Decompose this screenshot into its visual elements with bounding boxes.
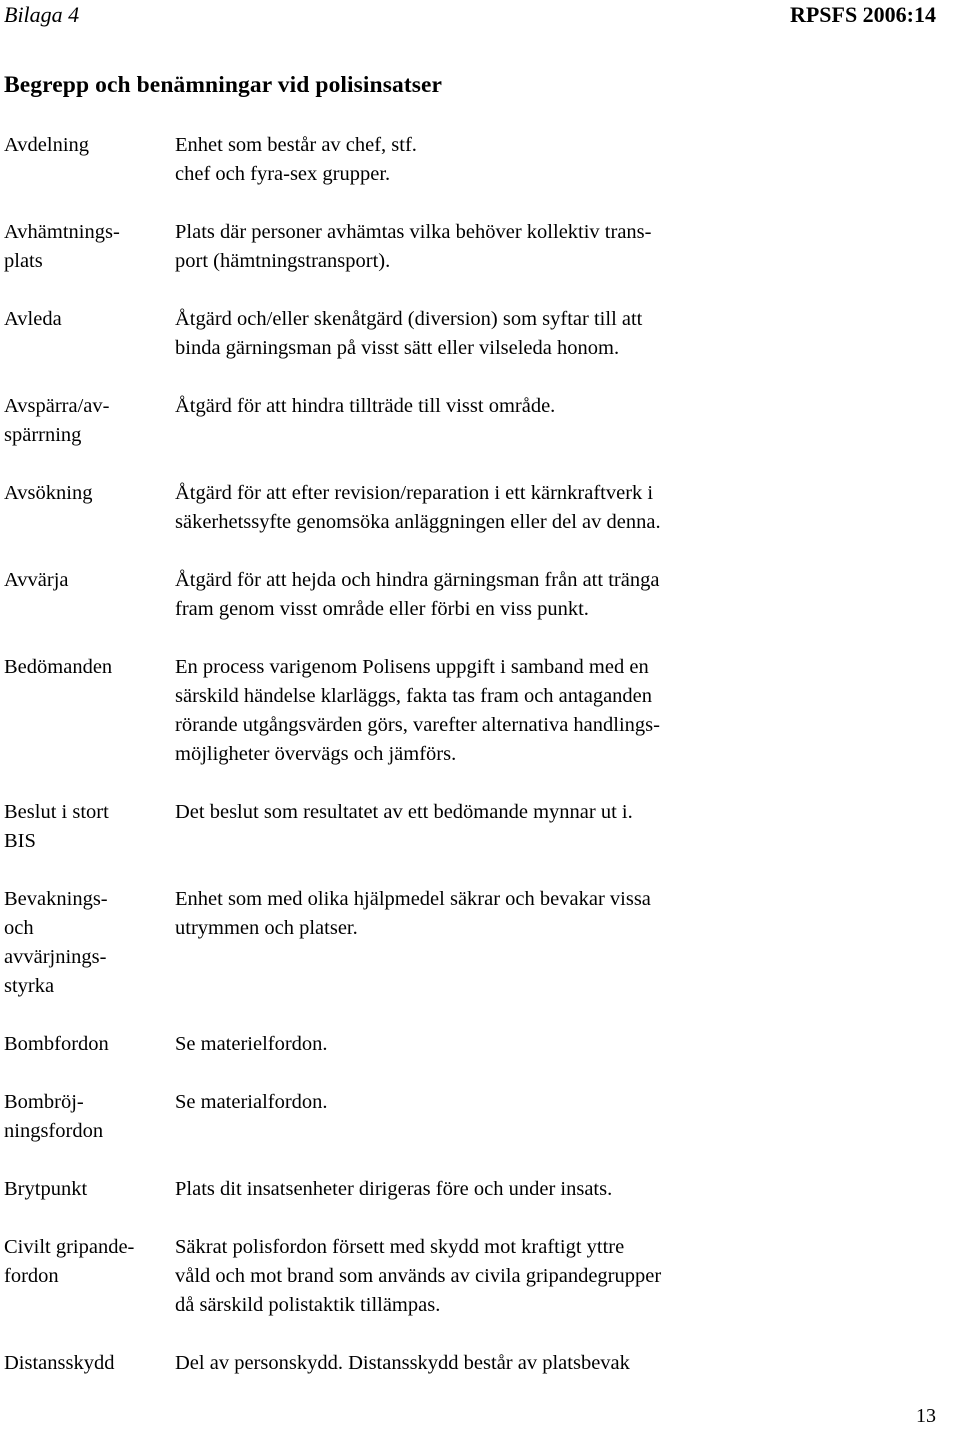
term-line: Bedömanden [4, 656, 113, 678]
definition-line: rörande utgångsvärden görs, varefter alternativa handlings- [175, 714, 660, 736]
glossary-term [4, 885, 169, 1001]
glossary-term [4, 479, 169, 508]
definition-line: Åtgärd för att efter revision/reparation i ett kärnkraftverk i [175, 482, 654, 504]
glossary-definition [175, 305, 755, 363]
page-number: 13 [916, 1405, 936, 1427]
definition-line: Enhet som med olika hjälpmedel säkrar och bevakar vissa [175, 888, 651, 910]
definition-line: särskild händelse klarläggs, fakta tas fram och antaganden [175, 685, 653, 707]
term-line: Bombröj- [4, 1091, 84, 1113]
term-line: spärrning [4, 424, 82, 446]
glossary-definition [175, 798, 755, 827]
term-line: Bevaknings- [4, 888, 108, 910]
term-line: ningsfordon [4, 1120, 104, 1142]
definition-line: Enhet som består av chef, stf. [175, 134, 417, 156]
glossary-definition [175, 885, 755, 943]
definition-line: då särskild polistaktik tillämpas. [175, 1294, 441, 1316]
definition-line: Del av personskydd. Distansskydd består av platsbevak [175, 1352, 630, 1374]
definition-line: Åtgärd för att hejda och hindra gärningsman från att tränga [175, 569, 660, 591]
term-line: plats [4, 250, 43, 272]
term-line: styrka [4, 975, 55, 997]
page-header [0, 0, 960, 32]
glossary-term [4, 566, 169, 595]
definition-line: säkerhetssyfte genomsöka anläggningen eller del av denna. [175, 511, 661, 533]
definition-line: Åtgärd för att hindra tillträde till visst område. [175, 395, 556, 417]
glossary-term [4, 1233, 169, 1291]
glossary-definition [175, 1233, 755, 1320]
glossary-definition [175, 1349, 755, 1378]
glossary-term [4, 1349, 169, 1378]
glossary-definition [175, 392, 755, 421]
glossary-definition [175, 479, 755, 537]
definition-line: Plats dit insatsenheter dirigeras före och under insats. [175, 1178, 613, 1200]
term-line: Avvärja [4, 569, 69, 591]
document-reference: RPSFS 2006:14 [789, 2, 936, 27]
glossary-term [4, 218, 169, 276]
glossary-term [4, 653, 169, 682]
glossary-definition [175, 653, 755, 769]
term-line: Brytpunkt [4, 1178, 88, 1200]
definition-line: fram genom visst område eller förbi en viss punkt. [175, 598, 589, 620]
definition-line: Se materielfordon. [175, 1033, 328, 1055]
term-line: Avhämtnings- [4, 221, 120, 243]
term-line: Civilt gripande- [4, 1236, 135, 1258]
page-title: Begrepp och benämningar vid polisinsatser [4, 72, 443, 98]
glossary-term [4, 131, 169, 160]
definition-line: utrymmen och platser. [175, 917, 358, 939]
glossary-definition [175, 566, 755, 624]
definition-line: Se materialfordon. [175, 1091, 328, 1113]
definition-line: port (hämtningstransport). [175, 250, 391, 272]
term-line: Bombfordon [4, 1033, 109, 1055]
glossary-definition [175, 1175, 755, 1204]
term-line: Beslut i stort [4, 801, 109, 823]
term-line: avvärjnings- [4, 946, 107, 968]
definition-line: Åtgärd och/eller skenåtgärd (diversion) som syftar till att [175, 308, 643, 330]
glossary-definition [175, 131, 755, 189]
definition-line: möjligheter övervägs och jämförs. [175, 743, 457, 765]
glossary-term [4, 1175, 169, 1204]
definition-line: Säkrat polisfordon försett med skydd mot kraftigt yttre [175, 1236, 625, 1258]
definition-line: chef och fyra-sex grupper. [175, 163, 391, 185]
glossary-term [4, 798, 169, 856]
glossary-term [4, 1030, 169, 1059]
glossary-term [4, 305, 169, 334]
glossary-term [4, 1088, 169, 1146]
definition-line: Plats där personer avhämtas vilka behöver kollektiv trans- [175, 221, 652, 243]
term-line: Avleda [4, 308, 62, 330]
term-line: och [4, 917, 34, 939]
glossary-definition [175, 1088, 755, 1117]
glossary-definition [175, 218, 755, 276]
term-line: Avspärra/av- [4, 395, 110, 417]
term-line: Avdelning [4, 134, 90, 156]
term-line: Avsökning [4, 482, 93, 504]
glossary-term [4, 392, 169, 450]
definition-line: våld och mot brand som används av civila gripandegrupper [175, 1265, 662, 1287]
glossary-definition [175, 1030, 755, 1059]
definition-line: Det beslut som resultatet av ett bedömande mynnar ut i. [175, 801, 633, 823]
term-line: Distansskydd [4, 1352, 115, 1374]
term-line: fordon [4, 1265, 59, 1287]
definition-line: binda gärningsman på visst sätt eller vilseleda honom. [175, 337, 620, 359]
term-line: BIS [4, 830, 36, 852]
appendix-label: Bilaga 4 [4, 2, 80, 27]
definition-line: En process varigenom Polisens uppgift i samband med en [175, 656, 649, 678]
